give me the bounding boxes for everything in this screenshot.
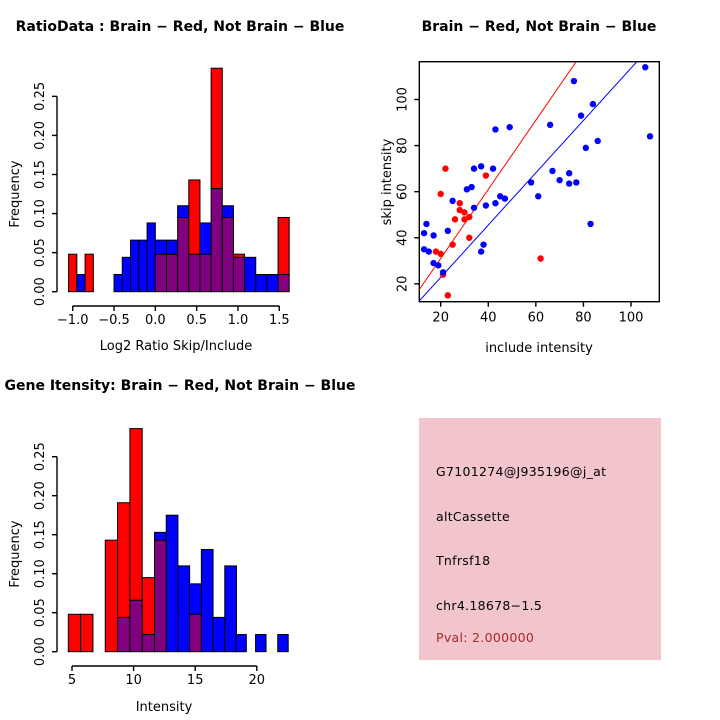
data-point: [566, 180, 572, 186]
hist-bar-segment: [105, 540, 117, 652]
x-tick-label: 5: [67, 673, 77, 688]
hist-bar-segment: [139, 240, 147, 292]
x-tick-label: −1.0: [56, 313, 89, 328]
data-point: [549, 168, 555, 174]
x-tick-label: 0.5: [186, 313, 208, 328]
hist-bar-segment: [256, 635, 266, 652]
hist-bar-segment: [130, 429, 142, 601]
x-axis: [57, 306, 290, 328]
event-type-text: altCassette: [436, 509, 510, 524]
y-axis-label: Frequency: [8, 520, 23, 588]
x-tick-label: 10: [125, 673, 142, 688]
y-axis-label: skip intensity: [380, 138, 395, 226]
hist-bar-segment: [118, 617, 130, 651]
hist-bar-segment: [77, 275, 85, 292]
x-tick-label: 0.0: [144, 313, 166, 328]
y-axis: [395, 87, 419, 292]
data-point: [449, 241, 455, 247]
y-tick-label: 0.00: [33, 637, 48, 667]
hist-bar-segment: [278, 217, 289, 274]
data-point: [502, 195, 508, 201]
hist-bar-segment: [155, 240, 166, 254]
hist-bar-segment: [147, 223, 155, 292]
data-point: [642, 64, 648, 70]
hist-bar-segment: [211, 68, 222, 188]
hist-bar-segment: [118, 503, 130, 618]
y-tick-label: 0.10: [33, 199, 48, 229]
histogram-bars: [69, 68, 290, 291]
data-point: [506, 124, 512, 130]
y-tick-label: 0.00: [33, 277, 48, 307]
data-point: [438, 191, 444, 197]
y-axis-label: Frequency: [8, 160, 23, 228]
data-point: [492, 200, 498, 206]
hist-bar-segment: [222, 217, 233, 291]
x-tick-label: 20: [432, 310, 449, 326]
data-point: [587, 221, 593, 227]
hist-bar-segment: [189, 254, 200, 292]
hist-bar-segment: [142, 635, 154, 652]
data-point: [492, 126, 498, 132]
data-point: [566, 170, 572, 176]
coordinates-text: chr4.18678−1.5: [436, 598, 543, 613]
data-point: [594, 138, 600, 144]
y-tick-label: 0.10: [33, 559, 48, 589]
x-tick-label: 40: [480, 310, 497, 326]
panel-title: Gene Itensity: Brain − Red, Not Brain − Blue: [4, 378, 356, 394]
hist-bar-segment: [190, 584, 202, 614]
y-tick-label: 80: [395, 137, 411, 154]
hist-bar-segment: [178, 217, 189, 291]
hist-bar-segment: [278, 275, 289, 292]
data-point: [535, 193, 541, 199]
series-not-brain: [421, 64, 653, 275]
data-point: [556, 177, 562, 183]
x-tick-label: 60: [527, 310, 545, 326]
ratio-histogram-panel: [8, 19, 344, 354]
y-tick-label: 20: [395, 275, 411, 293]
hist-bar-segment: [166, 515, 178, 652]
hist-bar-segment: [267, 275, 278, 292]
y-axis: [33, 442, 57, 666]
hist-bar-segment: [200, 223, 211, 254]
data-point: [457, 200, 463, 206]
hist-bar-segment: [69, 254, 77, 292]
fit-lines: [407, 0, 671, 314]
y-tick-label: 100: [395, 87, 411, 112]
data-point: [583, 145, 589, 151]
panel-title: Brain − Red, Not Brain − Blue: [421, 19, 657, 35]
hist-bar-segment: [178, 566, 190, 652]
hist-bar-segment: [142, 578, 154, 635]
hist-bar-segment: [81, 614, 93, 651]
hist-bar-segment: [166, 240, 177, 254]
data-point: [423, 221, 429, 227]
x-axis-label: Log2 Ratio Skip/Include: [99, 339, 253, 354]
data-point: [547, 122, 553, 128]
data-point: [426, 248, 432, 254]
hist-bar-segment: [131, 240, 139, 292]
hist-bar-segment: [213, 617, 225, 651]
pval-text: Pval: 2.000000: [436, 630, 535, 645]
hist-bar-segment: [278, 635, 288, 652]
hist-bar-segment: [189, 180, 200, 254]
hist-bar-segment: [155, 254, 166, 292]
data-point: [478, 248, 484, 254]
x-tick-label: 20: [248, 673, 266, 688]
hist-bar-segment: [130, 600, 142, 651]
data-point: [471, 165, 477, 171]
data-point: [430, 232, 436, 238]
data-point: [483, 202, 489, 208]
data-point: [445, 292, 451, 298]
hist-bar-segment: [85, 254, 93, 292]
data-point: [483, 172, 489, 178]
data-point: [445, 228, 451, 234]
data-point: [461, 209, 467, 215]
hist-bar-segment: [122, 257, 130, 291]
x-tick-label: 1.5: [268, 313, 290, 328]
x-tick-label: 80: [575, 310, 592, 326]
y-tick-label: 0.15: [33, 160, 48, 189]
y-axis: [33, 82, 57, 306]
data-point: [528, 179, 534, 185]
y-tick-label: 60: [395, 183, 411, 200]
y-tick-label: 0.05: [33, 238, 48, 268]
histogram-bars: [68, 429, 288, 652]
y-tick-label: 0.15: [33, 520, 48, 550]
x-tick-label: 15: [186, 673, 204, 688]
hist-bar-segment: [233, 257, 244, 291]
hist-bar-segment: [155, 540, 167, 652]
y-tick-label: 0.20: [33, 120, 48, 150]
x-axis-label: Intensity: [135, 700, 193, 715]
data-point: [442, 165, 448, 171]
x-axis: [68, 666, 265, 688]
data-point: [421, 230, 427, 236]
y-tick-label: 0.20: [33, 481, 48, 511]
hist-bar-segment: [233, 254, 244, 257]
hist-bar-segment: [201, 550, 213, 652]
data-point: [571, 78, 577, 84]
y-tick-label: 40: [395, 229, 411, 247]
data-point: [537, 255, 543, 261]
skip-include-scatter-panel: [380, 0, 671, 356]
data-point: [478, 163, 484, 169]
data-point: [440, 269, 446, 275]
probe-id-text: G7101274@J935196@j_at: [436, 464, 607, 479]
panel-title: RatioData : Brain − Red, Not Brain − Blue: [15, 19, 345, 35]
plot-box: [419, 62, 659, 302]
data-point: [480, 241, 486, 247]
hist-bar-segment: [155, 532, 167, 540]
y-tick-label: 0.05: [33, 598, 48, 628]
hist-bar-segment: [256, 275, 267, 292]
hist-bar-segment: [166, 254, 177, 292]
gene-symbol-text: Tnfrsf18: [436, 553, 491, 568]
x-tick-label: 1.0: [227, 313, 249, 328]
data-point: [468, 184, 474, 190]
x-tick-label: −0.5: [98, 313, 130, 328]
y-tick-label: 0.25: [33, 81, 48, 111]
data-point: [452, 216, 458, 222]
x-axis-label: include intensity: [485, 341, 593, 356]
hist-bar-segment: [211, 189, 222, 292]
data-point: [573, 179, 579, 185]
data-point: [466, 214, 472, 220]
hist-bar-segment: [225, 566, 237, 652]
x-tick-label: 100: [618, 310, 644, 326]
data-point: [578, 112, 584, 118]
data-point: [449, 198, 455, 204]
hist-bar-segment: [190, 614, 202, 651]
hist-bar-segment: [114, 275, 122, 292]
y-tick-label: 0.25: [33, 442, 48, 472]
hist-bar-segment: [222, 206, 233, 218]
hist-bar-segment: [178, 206, 189, 218]
hist-bar-segment: [68, 614, 80, 651]
data-point: [435, 262, 441, 268]
data-point: [438, 251, 444, 257]
data-point: [466, 235, 472, 241]
hist-bar-segment: [236, 635, 246, 652]
x-axis: [432, 302, 643, 326]
data-point: [590, 101, 596, 107]
gene-intensity-histogram-panel: [5, 378, 356, 715]
hist-bar-segment: [200, 254, 211, 292]
data-point: [490, 165, 496, 171]
data-point: [647, 133, 653, 139]
data-point: [471, 205, 477, 211]
hist-bar-segment: [245, 257, 256, 291]
gene-info-panel: [419, 418, 661, 660]
